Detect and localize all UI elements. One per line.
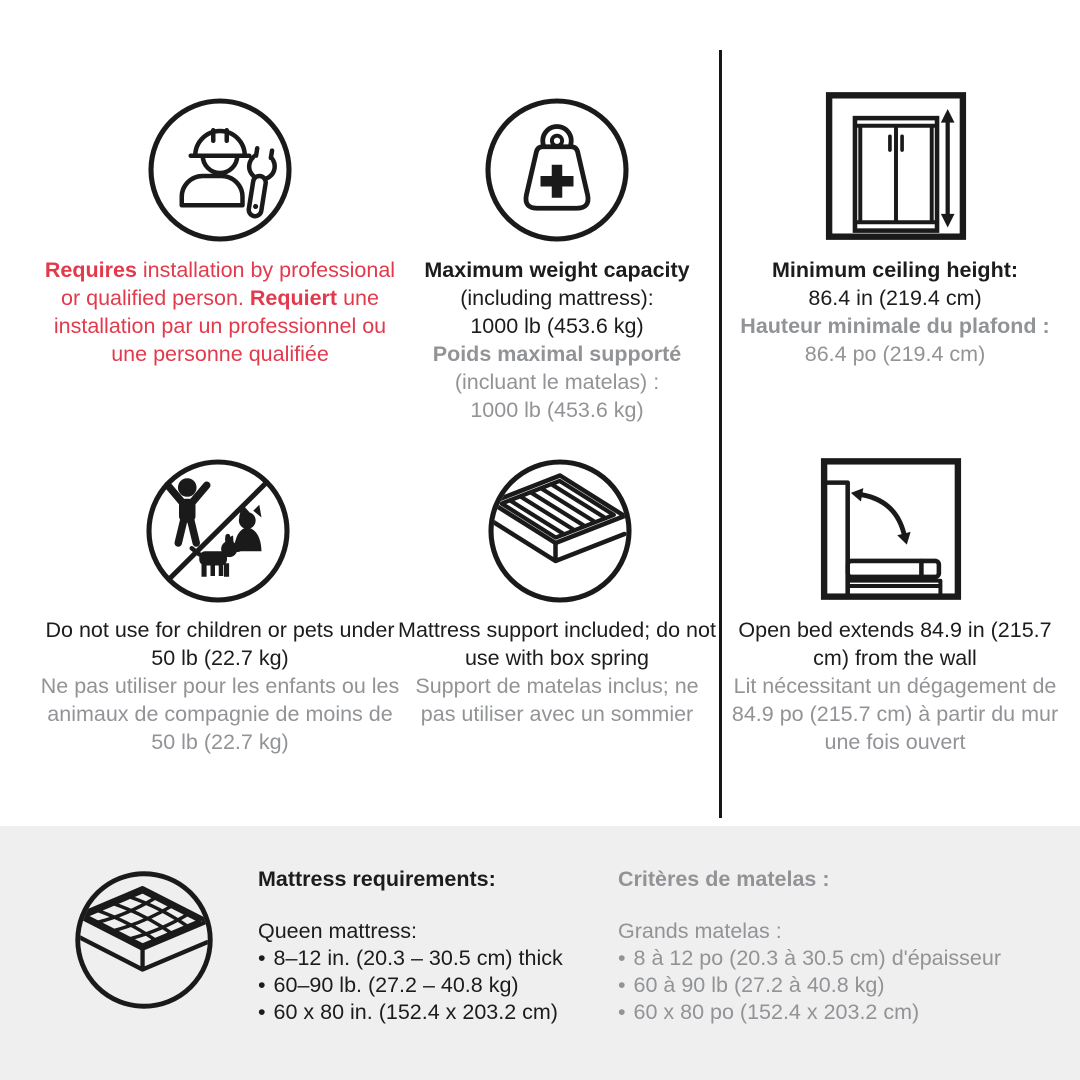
openbed-fr: Lit nécessitant un dégagement de 84.9 po (215.7 cm) à partir du mur une fois ouvert — [731, 674, 1059, 754]
mattress-requirements-title-fr: Critères de matelas : — [618, 867, 830, 891]
mattress-requirements-title-en: Mattress requirements: — [258, 867, 496, 891]
weight-line2-fr: (incluant le matelas) : — [454, 370, 660, 394]
mattress-icon — [72, 868, 216, 1012]
support-en: Mattress support included; do not use with box spring — [398, 618, 716, 670]
ceiling-title-en: Minimum ceiling height: — [771, 258, 1019, 282]
children-fr: Ne pas utiliser pour les enfants ou les animaux de compagnie de moins de 50 lb (22.7 kg) — [40, 674, 400, 754]
no-children-pets-icon — [143, 456, 293, 606]
open-bed-icon — [815, 453, 967, 605]
text-installation — [40, 256, 400, 368]
mattress-spec-fr: • 60 à 90 lb (27.2 à 40.8 kg) — [618, 972, 1048, 999]
weight-capacity-icon — [482, 95, 632, 245]
ceiling-height-icon — [820, 90, 972, 242]
text-open-bed — [726, 616, 1064, 756]
weight-title-en: Maximum weight capacity — [424, 258, 690, 282]
installer-icon — [145, 95, 295, 245]
ceiling-line2-fr: 86.4 po (219.4 cm) — [804, 342, 986, 366]
text-ceiling-height — [728, 256, 1062, 368]
mattress-spec-en: • 8–12 in. (20.3 – 30.5 cm) thick — [258, 945, 588, 972]
mattress-support-icon — [485, 456, 635, 606]
ceiling-title-fr: Hauteur minimale du plafond : — [740, 314, 1050, 338]
mattress-requirements-en — [258, 866, 588, 1026]
mattress-spec-fr: • 8 à 12 po (20.3 à 30.5 cm) d'épaisseur — [618, 945, 1048, 972]
mattress-spec-en: • 60–90 lb. (27.2 – 40.8 kg) — [258, 972, 588, 999]
installation-paragraph: Requires installation by professional or qualified person. Requiert une installation par un professionnel ou une personne qualifiée — [44, 258, 396, 366]
text-mattress-support — [398, 616, 716, 728]
support-fr: Support de matelas inclus; ne pas utiliser avec un sommier — [415, 674, 699, 726]
ceiling-line2-en: 86.4 in (219.4 cm) — [808, 286, 982, 310]
children-en: Do not use for children or pets under 50 lb (22.7 kg) — [45, 618, 395, 670]
text-no-children-pets — [38, 616, 402, 756]
weight-title-fr: Poids maximal supporté — [432, 342, 682, 366]
grands-matelas-label: Grands matelas : — [618, 919, 782, 943]
text-weight-capacity — [402, 256, 712, 424]
weight-line2-en: (including mattress): — [460, 286, 654, 310]
weight-line3-en: 1000 lb (453.6 kg) — [470, 314, 644, 338]
weight-line3-fr: 1000 lb (453.6 kg) — [470, 398, 644, 422]
mattress-spec-fr: • 60 x 80 po (152.4 x 203.2 cm) — [618, 999, 1048, 1026]
mattress-spec-en: • 60 x 80 in. (152.4 x 203.2 cm) — [258, 999, 588, 1026]
mattress-requirements-fr — [618, 866, 1048, 1026]
queen-mattress-label: Queen mattress: — [258, 919, 417, 943]
openbed-en: Open bed extends 84.9 in (215.7 cm) from the wall — [738, 618, 1052, 670]
vertical-divider — [719, 50, 722, 818]
